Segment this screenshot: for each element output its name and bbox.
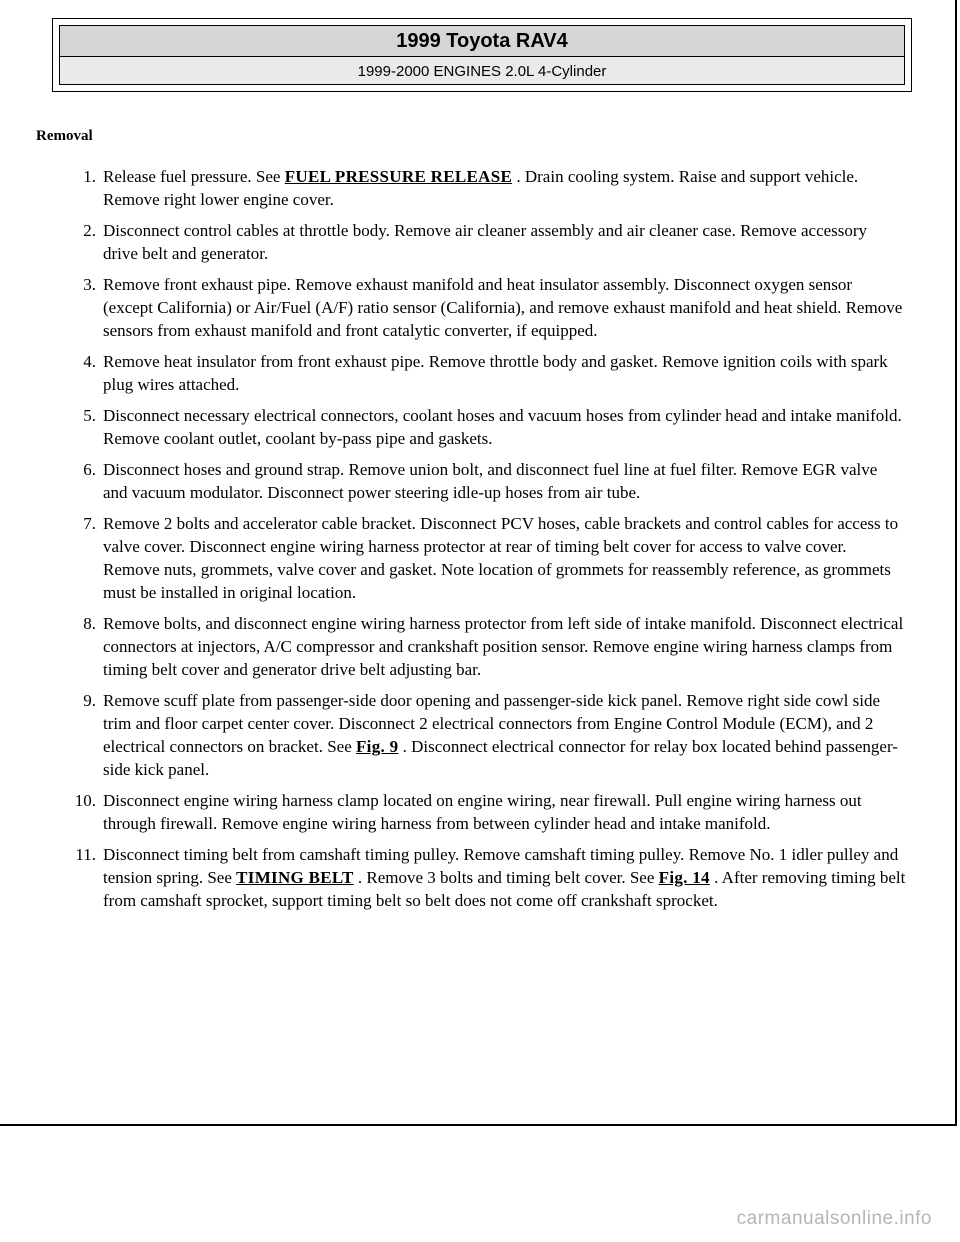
section-subtitle: 1999-2000 ENGINES 2.0L 4-Cylinder [60, 57, 904, 84]
step-text-segment: Release fuel pressure. See [103, 167, 285, 186]
step-item [0, 512, 960, 604]
document-header [52, 18, 912, 92]
step-text [103, 352, 888, 394]
step-number: 7. [83, 514, 96, 533]
step-number: 11. [75, 845, 96, 864]
step-text [103, 514, 898, 602]
cross-reference-link[interactable]: Fig. 14 [658, 868, 710, 887]
step-item [0, 165, 960, 211]
step-text-segment: Remove 2 bolts and accelerator cable bracket. Disconnect PCV hoses, cable brackets and control cables for access to valve cover. Disconnect engine wiring harness protector at rear of timing belt cover for access to valve cover. Remove nuts, grommets, valve cover and gasket. Note location of grommets for reassembly reference, as grommets must be installed in original location. [103, 514, 899, 602]
vehicle-title: 1999 Toyota RAV4 [60, 26, 904, 57]
removal-heading: Removal [36, 128, 93, 144]
step-text-segment: Remove heat insulator from front exhaust pipe. Remove throttle body and gasket. Remove ignition coils with spark plug wires attached. [103, 352, 888, 394]
step-number: 4. [83, 352, 96, 371]
step-text-segment: Disconnect engine wiring harness clamp located on engine wiring, near firewall. Pull engine wiring harness out through firewall. Remove engine wiring harness from between cylinder head and intake manifold. [103, 791, 862, 833]
step-text [103, 406, 902, 448]
step-item [0, 789, 960, 835]
step-text-segment: Remove front exhaust pipe. Remove exhaust manifold and heat insulator assembly. Disconnect oxygen sensor (except California) or Air/Fuel (A/F) ratio sensor (California), and remove exhaust manifold and heat shield. Remove sensors from exhaust manifold and front catalytic converter, if equipped. [103, 275, 903, 340]
step-text [103, 460, 877, 502]
step-text [103, 275, 902, 340]
step-number: 8. [83, 614, 96, 633]
step-number: 1. [83, 167, 96, 186]
header-inner [59, 25, 905, 85]
step-text-segment: . Remove 3 bolts and timing belt cover. See [353, 868, 659, 887]
step-text-segment: . Drain cooling system. Raise and support vehicle. Remove right lower engine cover. [103, 167, 859, 209]
step-item [0, 404, 960, 450]
step-text [103, 614, 903, 679]
step-item [0, 219, 960, 265]
step-number: 3. [83, 275, 96, 294]
watermark: carmanualsonline.info [736, 1208, 932, 1229]
step-item [0, 689, 960, 781]
step-text-segment: Disconnect necessary electrical connectors, coolant hoses and vacuum hoses from cylinder head and intake manifold. Remove coolant outlet, coolant by-pass pipe and gaskets. [103, 406, 902, 448]
step-number: 9. [83, 691, 96, 710]
step-number: 5. [83, 406, 96, 425]
cross-reference-link[interactable]: TIMING BELT [236, 868, 354, 887]
cross-reference-link[interactable]: FUEL PRESSURE RELEASE [284, 167, 513, 186]
step-text-segment: Remove bolts, and disconnect engine wiring harness protector from left side of intake manifold. Disconnect electrical connectors at injectors, A/C compressor and crankshaft position sensor. Remove engine wiring harness clamps from timing belt cover and generator drive belt adjusting bar. [103, 614, 904, 679]
step-text-segment: Disconnect control cables at throttle body. Remove air cleaner assembly and air cleaner case. Remove accessory drive belt and generator. [103, 221, 868, 263]
step-item [0, 458, 960, 504]
step-item [0, 843, 960, 912]
step-number: 10. [74, 791, 96, 810]
step-text [103, 691, 898, 779]
step-text-segment: . After removing timing belt from camshaft sprocket, support timing belt so belt does not come off crankshaft sprocket. [103, 868, 906, 910]
step-text-segment: Remove scuff plate from passenger-side door opening and passenger-side kick panel. Remove right side cowl side trim and floor carpet center cover. Disconnect 2 electrical connectors from Engine Control Module (ECM), and 2 electrical connectors on bracket. See [103, 691, 881, 756]
step-text [103, 167, 858, 209]
step-text [103, 791, 862, 833]
step-text-segment: . Disconnect electrical connector for relay box located behind passenger-side kick panel. [103, 737, 898, 779]
step-item [0, 273, 960, 342]
removal-steps-list [0, 165, 960, 920]
step-text-segment: Disconnect hoses and ground strap. Remove union bolt, and disconnect fuel line at fuel filter. Remove EGR valve and vacuum modulator. Disconnect power steering idle-up hoses from air tube. [103, 460, 878, 502]
step-text-segment: Disconnect timing belt from camshaft timing pulley. Remove camshaft timing pulley. Remove No. 1 idler pulley and tension spring. See [103, 845, 899, 887]
step-text [103, 221, 867, 263]
step-item [0, 350, 960, 396]
step-number: 2. [83, 221, 96, 240]
cross-reference-link[interactable]: Fig. 9 [355, 737, 399, 756]
step-text [103, 845, 905, 910]
step-number: 6. [83, 460, 96, 479]
step-item [0, 612, 960, 681]
